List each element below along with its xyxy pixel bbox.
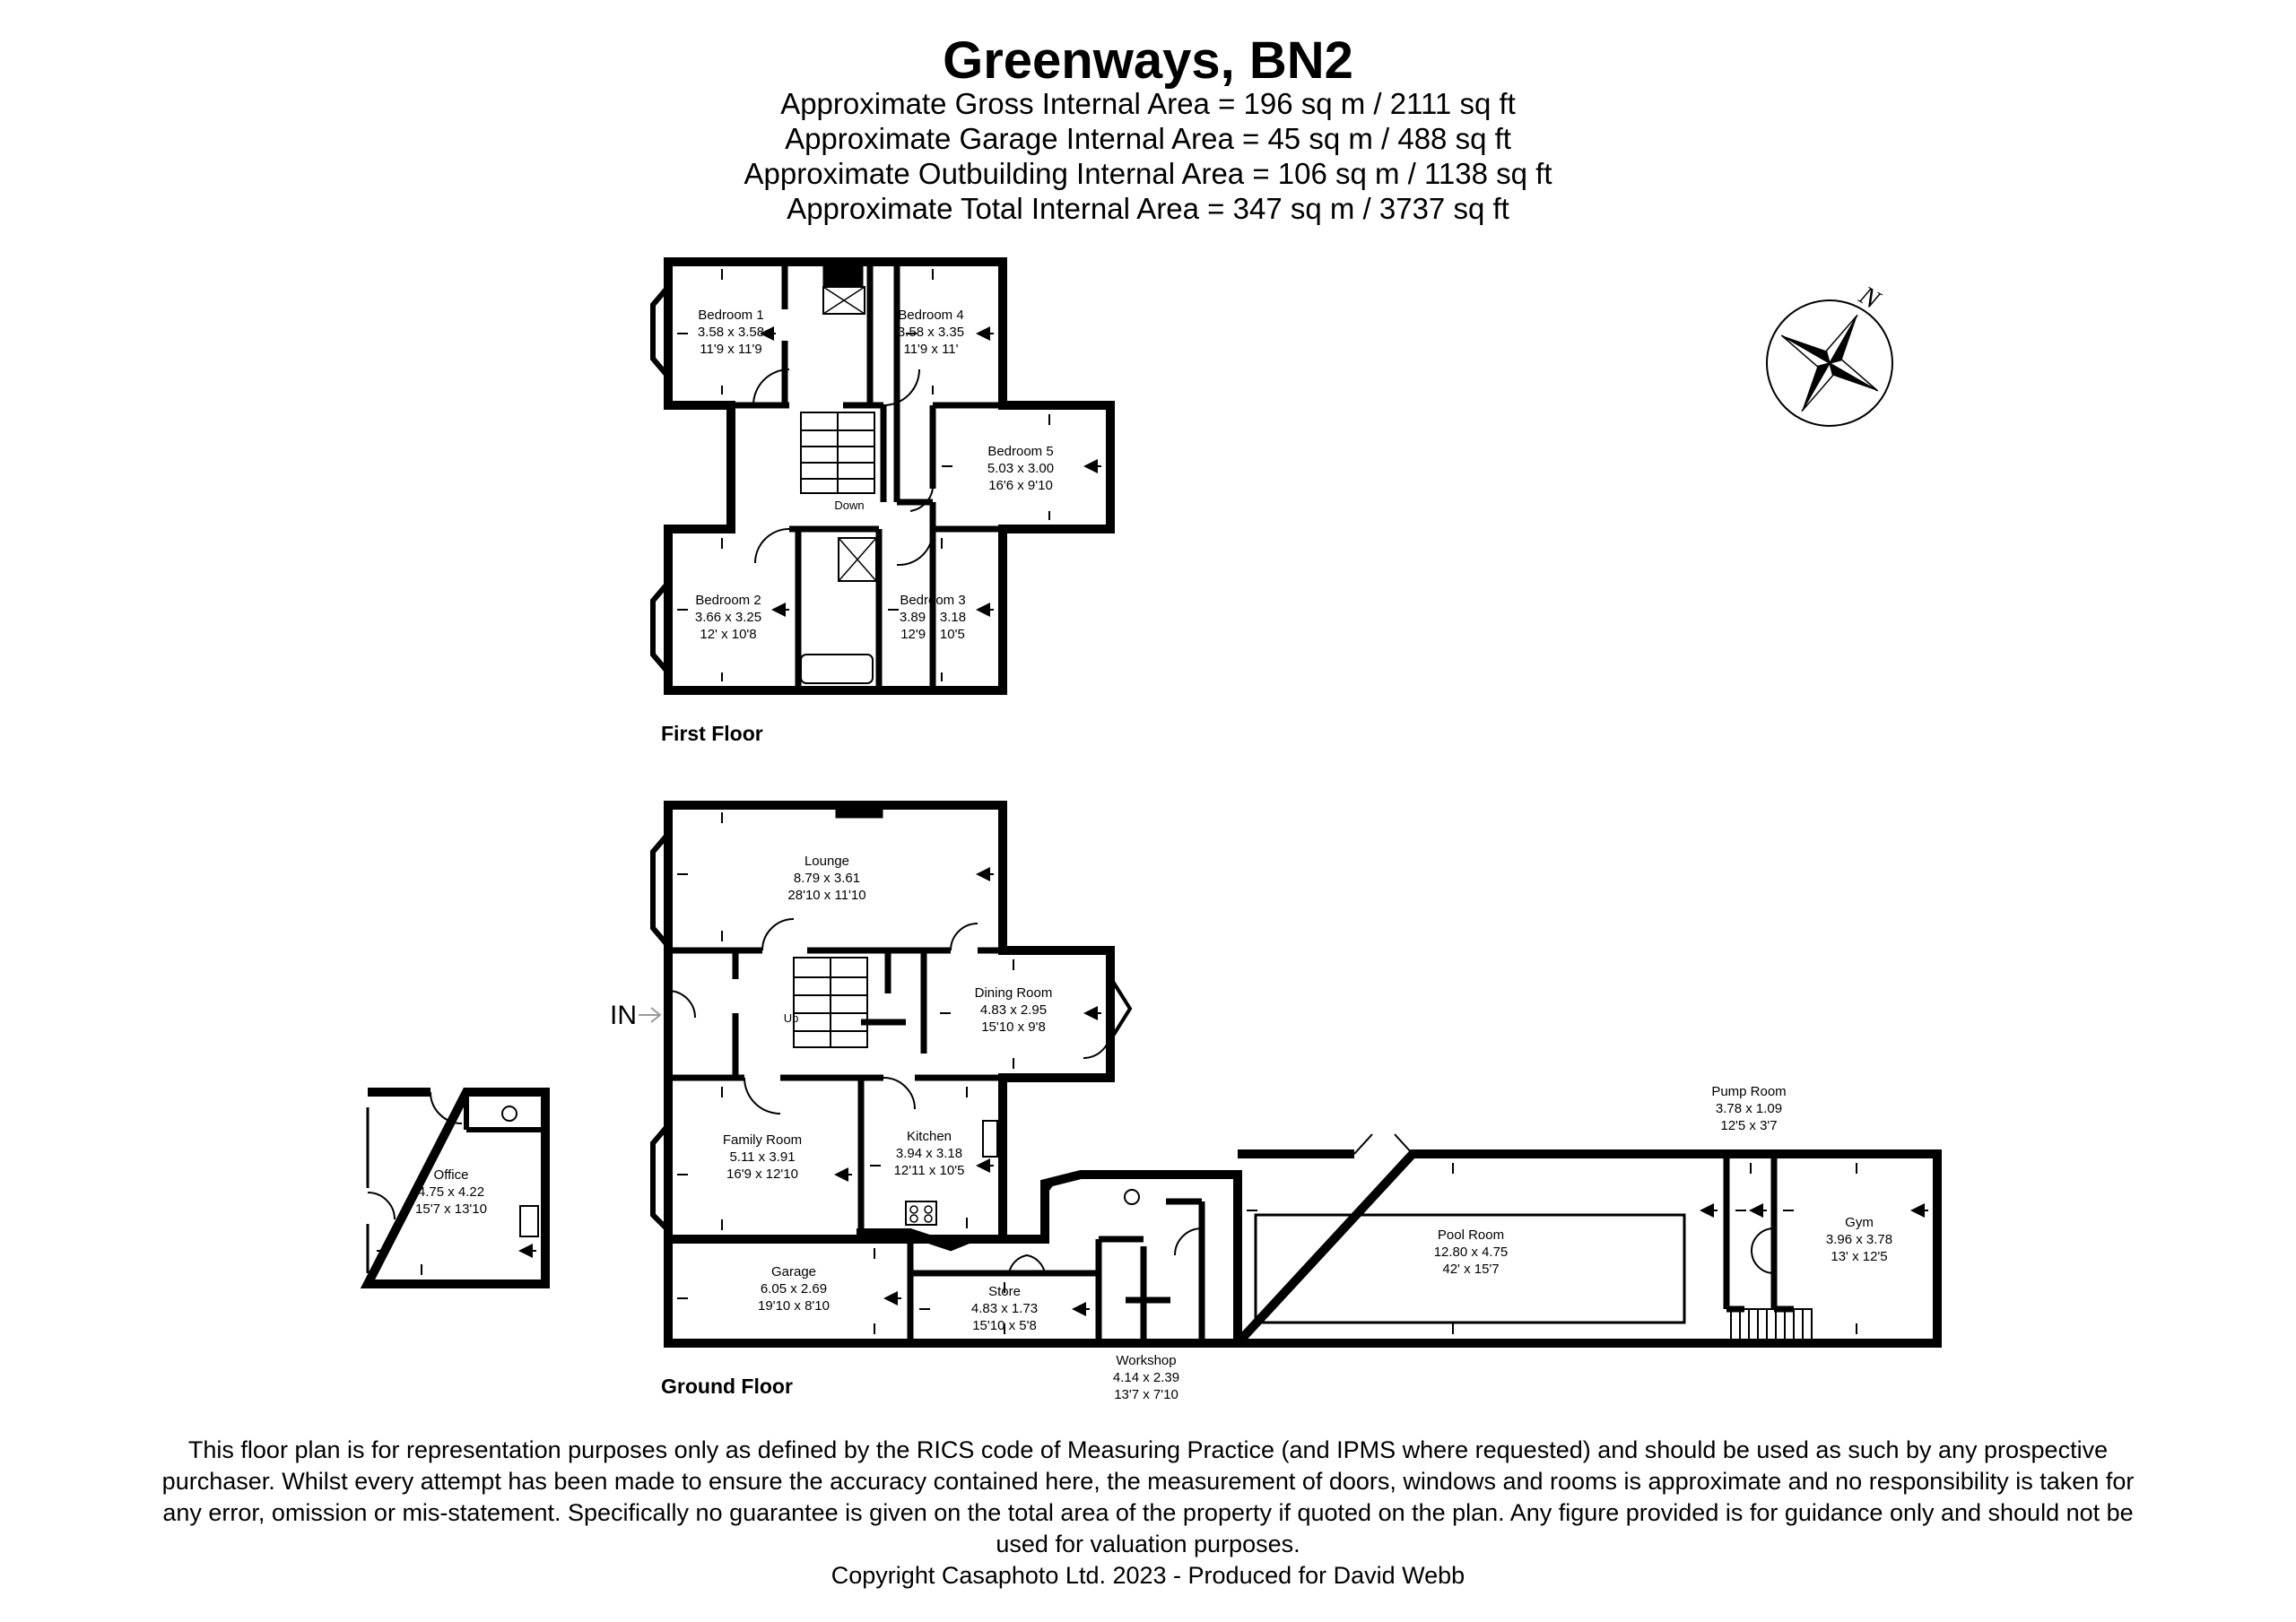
office-imperial: 15'7 x 13'10 (415, 1201, 487, 1217)
lounge-metric: 8.79 x 3.61 (793, 871, 861, 886)
family-imperial: 16'9 x 12'10 (726, 1167, 798, 1182)
bedroom3-metric: 3.89 x 3.18 (899, 610, 967, 625)
dining-imperial: 15'10 x 9'8 (981, 1019, 1046, 1035)
office-name: Office (433, 1167, 469, 1183)
office-sink (520, 1206, 538, 1236)
garage-metric: 6.05 x 2.69 (760, 1281, 828, 1297)
office-wc (502, 1106, 517, 1121)
family-metric: 5.11 x 3.91 (729, 1149, 796, 1165)
pool-metric: 12.80 x 4.75 (1433, 1245, 1509, 1260)
gym-metric: 3.96 x 3.78 (1825, 1232, 1893, 1247)
chimney-first (823, 262, 863, 287)
outbuilding-area-line: Approximate Outbuilding Internal Area = 106 sq m / 1138 sq ft (744, 157, 1552, 190)
workshop-name: Workshop (1116, 1353, 1177, 1368)
gross-area-line: Approximate Gross Internal Area = 196 sq m / 2111 sq ft (780, 87, 1516, 120)
plan-title: Greenways, BN2 (943, 31, 1353, 90)
bedroom1-metric: 3.58 x 3.58 (697, 325, 765, 340)
garage-labels (758, 1264, 1179, 1402)
pump-name: Pump Room (1711, 1084, 1787, 1099)
wc-pan (1125, 1190, 1139, 1204)
kitchen-name: Kitchen (906, 1129, 952, 1144)
gym-door (1752, 1228, 1774, 1273)
total-area-line: Approximate Total Internal Area = 347 sq m / 3737 sq ft (787, 192, 1509, 225)
bedroom5-imperial: 16'6 x 9'10 (988, 478, 1053, 493)
pool-labels (1434, 1084, 1892, 1277)
lounge-chimney (836, 805, 883, 818)
lounge-imperial: 28'10 x 11'10 (787, 888, 866, 903)
store-imperial: 15'10 x 5'8 (972, 1318, 1037, 1333)
ground-house-internal-walls (668, 950, 1003, 1239)
dining-name: Dining Room (974, 985, 1053, 1001)
disclaimer (144, 1435, 2152, 1592)
pump-metric: 3.78 x 1.09 (1715, 1101, 1783, 1116)
kitchen-hob (906, 1201, 936, 1225)
office-internal-walls (466, 1092, 545, 1130)
store-name: Store (988, 1284, 1021, 1299)
kitchen-sink (983, 1121, 997, 1157)
lounge-name: Lounge (804, 854, 850, 869)
family-name: Family Room (722, 1132, 803, 1148)
entrance-arrow-icon (639, 1008, 660, 1022)
bedroom3-name: Bedroom 3 (900, 593, 966, 608)
bedroom2-metric: 3.66 x 3.25 (694, 610, 762, 625)
first-floor-label: First Floor (661, 722, 763, 745)
pump-imperial: 12'5 x 3'7 (1720, 1118, 1778, 1133)
bedroom2-imperial: 12' x 10'8 (700, 627, 757, 642)
bedroom3-imperial: 12'9 x 10'5 (900, 627, 965, 642)
workshop-imperial: 13'7 x 7'10 (1114, 1387, 1178, 1402)
garage-block (668, 1175, 1238, 1343)
bedroom4-name: Bedroom 4 (898, 308, 964, 323)
bedroom4-metric: 3.58 x 3.35 (897, 325, 965, 340)
disclaimer-text: This floor plan is for representation purposes only as defined by the RICS code of Measuring Practice (and IPMS where requested) and should be used as such by any prospective purchaser. Whilst every attempt has been made to ensure the accuracy contained here, the measurement of doors, windows and rooms is approximate and no responsibility is taken for any error, omission or mis-statement. Specifically no guarantee is given on the total area of the property if quoted on the plan. Any figure provided is for guidance only and should not be used for valuation purposes. (161, 1436, 2135, 1557)
compass-north-label: N (1854, 280, 1885, 316)
gym-name: Gym (1845, 1215, 1874, 1230)
garage-area-line: Approximate Garage Internal Area = 45 sq m / 488 sq ft (785, 122, 1511, 155)
gym-imperial: 13' x 12'5 (1831, 1249, 1888, 1264)
bedroom1-name: Bedroom 1 (698, 308, 764, 323)
compass-rose-icon (1753, 287, 1905, 438)
bedroom1-imperial: 11'9 x 11'9 (700, 342, 762, 357)
pool-imperial: 42' x 15'7 (1442, 1262, 1500, 1277)
dining-metric: 4.83 x 2.95 (979, 1002, 1048, 1018)
first-stair-label: Down (834, 499, 865, 512)
office-metric: 4.75 x 4.22 (417, 1184, 485, 1200)
bath (801, 655, 873, 683)
outbuilding-door (1175, 1228, 1202, 1255)
bedroom4-imperial: 11'9 x 11' (903, 342, 959, 357)
store-metric: 4.83 x 1.73 (970, 1301, 1039, 1316)
pool-house-walls (1726, 1154, 1794, 1309)
kitchen-metric: 3.94 x 3.18 (895, 1146, 963, 1161)
workshop-metric: 4.14 x 2.39 (1112, 1370, 1180, 1385)
garage-outer-wall (668, 1175, 1238, 1343)
copyright-line: Copyright Casaphoto Ltd. 2023 - Produced for David Webb (831, 1562, 1465, 1589)
pool-room-door (1354, 1134, 1413, 1154)
gym-stairs (1731, 1309, 1812, 1341)
ground-floor-label: Ground Floor (661, 1375, 793, 1398)
bedroom2-name: Bedroom 2 (695, 593, 761, 608)
kitchen-imperial: 12'11 x 10'5 (893, 1163, 965, 1178)
entrance-label: IN (610, 1001, 637, 1030)
garage-internal-walls (910, 1201, 1202, 1343)
garage-imperial: 19'10 x 8'10 (758, 1298, 830, 1314)
pool-name: Pool Room (1437, 1227, 1505, 1243)
ground-stair-label: Up (783, 1011, 799, 1025)
garage-name: Garage (770, 1264, 817, 1279)
office-side-door (368, 1193, 395, 1219)
bedroom5-name: Bedroom 5 (987, 444, 1054, 459)
bedroom5-metric: 5.03 x 3.00 (987, 461, 1055, 476)
